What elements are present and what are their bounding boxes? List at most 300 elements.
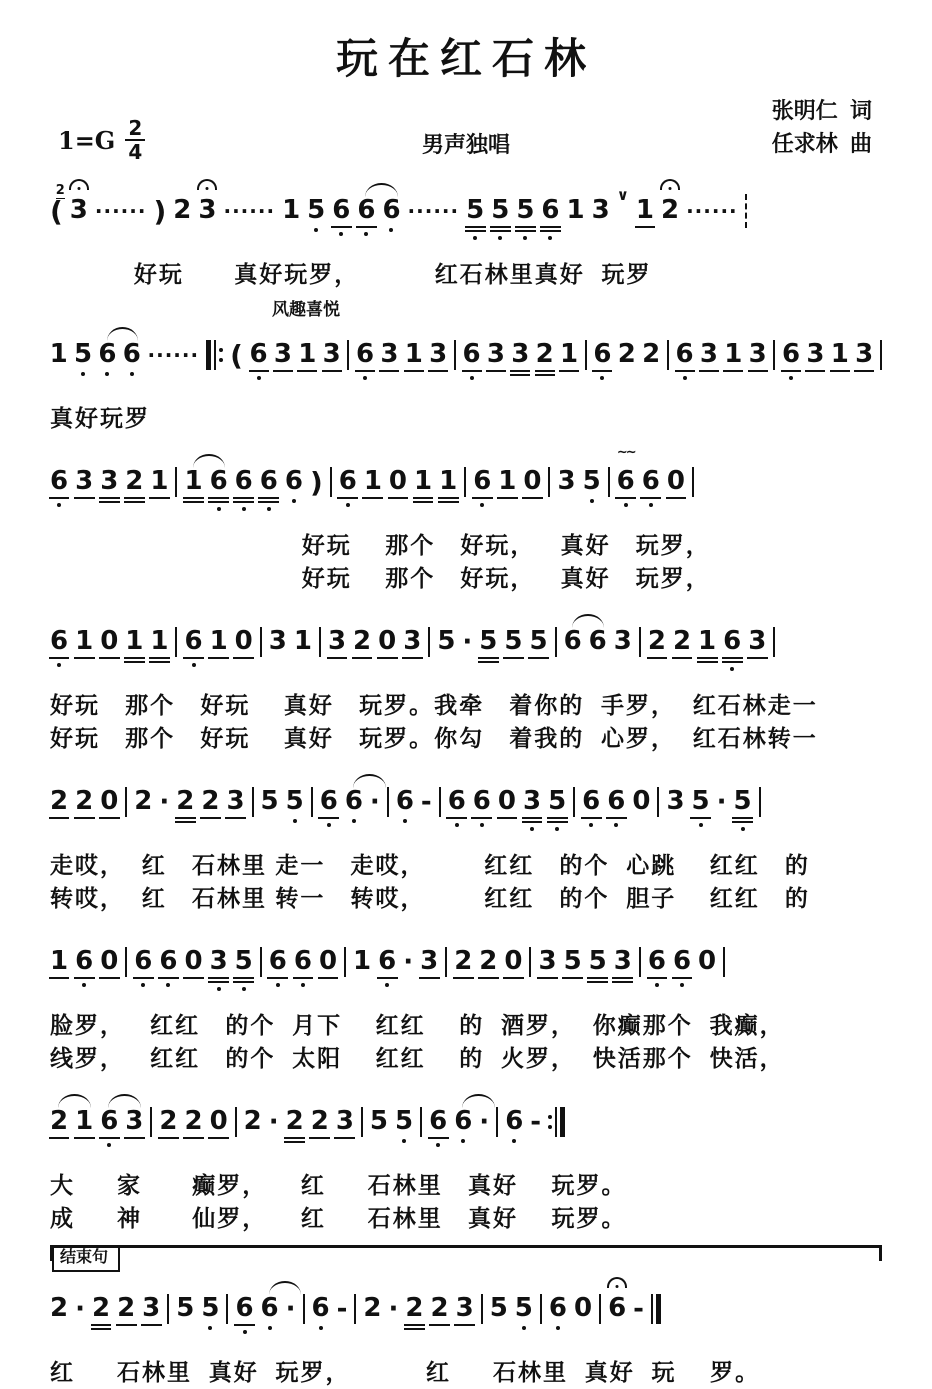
note-digit: 0	[234, 626, 253, 656]
octave-dots	[81, 370, 85, 376]
note-digit: 6	[675, 339, 694, 369]
beam-underlines	[293, 975, 314, 979]
note	[548, 787, 566, 831]
note-digit: 6	[582, 786, 601, 816]
beam-underlines	[377, 655, 398, 659]
note-digit: 2	[405, 1293, 424, 1323]
note-digit: 5	[234, 946, 253, 976]
beam-underlines	[830, 368, 850, 372]
augmentation-dot: ·	[285, 1294, 296, 1324]
beam-underlines	[318, 815, 339, 819]
octave-dots	[548, 234, 552, 240]
note	[274, 340, 291, 372]
note-digit: 6	[50, 466, 69, 496]
lyricist-credit: 张明仁 词	[771, 98, 872, 123]
barline	[723, 947, 725, 977]
note	[515, 1294, 533, 1330]
beam-underlines	[327, 655, 348, 659]
beam-underlines	[141, 1322, 162, 1326]
octave-dots	[339, 230, 343, 236]
octave-dots	[363, 374, 367, 380]
note-digit: 2	[75, 786, 94, 816]
tempo-marking: 风趣喜悦	[272, 300, 340, 319]
note-digit: 3	[380, 339, 399, 369]
continuation-dots: ······	[147, 343, 200, 367]
close-paren: )	[153, 194, 167, 228]
note-digit: 0	[100, 946, 119, 976]
open-paren: (	[50, 194, 63, 228]
beam-underlines	[99, 495, 120, 503]
beam-underlines	[581, 815, 602, 819]
note-digit: 3	[335, 1106, 354, 1136]
beam-underlines	[404, 1322, 425, 1330]
note-digit: 0	[100, 626, 119, 656]
beam-underlines	[49, 655, 70, 659]
note	[414, 467, 432, 503]
note-digit: 3	[69, 195, 88, 225]
beam-underlines	[99, 815, 120, 819]
note-digit: 2	[353, 626, 372, 656]
barline	[428, 627, 430, 657]
augmentation-dot: ·	[159, 787, 170, 817]
octave-dots	[319, 1324, 323, 1330]
beam-underlines	[540, 224, 561, 232]
beam-underlines	[331, 224, 352, 228]
beam-underlines	[535, 368, 555, 376]
note-digit: 3	[613, 626, 632, 656]
lyric-line: 线罗， 红红 的个 太阳 红红 的 火罗， 快活那个 快活，	[50, 1045, 785, 1071]
beam-underlines	[249, 368, 269, 372]
beam-underlines	[666, 495, 687, 499]
octave-dots	[352, 817, 356, 823]
beam-underlines	[722, 655, 743, 663]
beam-underlines	[413, 495, 434, 503]
note-digit: 3	[522, 786, 542, 816]
note	[589, 627, 607, 655]
note-digit: 5	[504, 626, 523, 656]
note-digit: 2	[117, 1293, 136, 1323]
note-digit: 6	[209, 466, 228, 496]
beam-underlines	[446, 815, 467, 819]
note	[294, 947, 312, 987]
note	[466, 196, 484, 240]
note	[698, 947, 716, 975]
note-digit: 6	[338, 466, 357, 496]
note-digit: 6	[319, 786, 338, 816]
note-digit: 5	[491, 195, 510, 225]
note	[782, 340, 799, 380]
note	[201, 1294, 219, 1330]
beam-underlines	[49, 1135, 70, 1139]
note-digit: 3	[209, 946, 228, 976]
note-digit: 2	[50, 1293, 69, 1323]
note-digit: 5	[588, 946, 607, 976]
note-digit: 5	[466, 195, 485, 225]
augmentation-dot: ·	[369, 787, 380, 817]
octave-dots	[301, 981, 305, 987]
barline	[464, 467, 466, 497]
note	[463, 340, 480, 380]
note-digit: 6	[454, 1106, 473, 1136]
note	[473, 467, 491, 507]
note	[378, 627, 396, 659]
note-digit: 3	[273, 339, 292, 369]
note-digit: 5	[733, 786, 752, 816]
beam-underlines	[528, 655, 549, 659]
note	[516, 196, 534, 240]
notation-system	[50, 1245, 882, 1389]
beam-underlines	[675, 368, 695, 372]
note	[405, 340, 422, 372]
note-digit: 5	[395, 1106, 414, 1136]
note-digit: 1	[635, 195, 654, 225]
octave-dots	[649, 501, 653, 507]
note-digit: 3	[420, 946, 439, 976]
note	[420, 947, 438, 979]
note	[345, 787, 363, 823]
octave-dots	[523, 234, 527, 240]
beam-underlines	[486, 368, 506, 372]
note	[574, 1294, 592, 1322]
note-digit: 3	[557, 466, 576, 496]
note-digit: 2	[430, 1293, 449, 1323]
note	[490, 1294, 508, 1322]
note-digit: 6	[672, 946, 692, 976]
note	[50, 947, 68, 979]
fermata-icon	[660, 179, 680, 190]
augmentation-dot: ·	[388, 1294, 399, 1324]
note	[439, 467, 457, 503]
octave-dots	[589, 821, 593, 827]
notation-line	[50, 174, 882, 258]
note-digit: 6	[723, 626, 742, 656]
continuation-dots: ······	[223, 199, 276, 223]
note	[125, 1107, 143, 1139]
song-header	[50, 92, 882, 170]
note	[673, 947, 691, 987]
song-title: 玩在红石林	[335, 34, 596, 83]
note	[356, 340, 373, 380]
note-digit: 6	[608, 1293, 627, 1323]
beam-underlines	[428, 368, 448, 372]
duration-dash: -	[530, 1107, 542, 1137]
note-digit: 0	[666, 466, 685, 496]
note	[99, 340, 116, 376]
octave-dots	[57, 661, 61, 667]
barline	[573, 787, 575, 817]
note-digit: 5	[307, 195, 326, 225]
note-digit: 1	[209, 626, 228, 656]
note-digit: 0	[318, 946, 338, 976]
note	[294, 627, 312, 655]
note	[150, 467, 168, 499]
octave-dots	[655, 981, 659, 987]
notation-system	[50, 765, 882, 915]
beam-underlines	[183, 975, 204, 979]
octave-dots	[217, 505, 221, 511]
note	[643, 340, 660, 368]
octave-dots	[699, 821, 703, 827]
note-digit: 6	[541, 195, 560, 225]
note-digit: 5	[582, 466, 601, 496]
octave-dots	[473, 234, 477, 240]
beam-underlines	[175, 815, 196, 823]
barline	[540, 1294, 542, 1324]
barline	[529, 947, 531, 977]
note-digit: 2	[363, 1293, 382, 1323]
beam-underlines	[562, 975, 583, 979]
beam-underlines	[149, 655, 170, 663]
note	[856, 340, 873, 372]
note	[636, 196, 654, 228]
note	[523, 787, 541, 831]
note	[244, 1107, 262, 1135]
note-digit: 1	[830, 339, 849, 369]
note-digit: 2	[479, 946, 498, 976]
note	[201, 787, 219, 819]
note	[226, 787, 244, 819]
note-digit: 6	[395, 786, 414, 816]
note	[282, 196, 300, 224]
beam-underlines	[453, 975, 474, 979]
octave-dots	[614, 821, 618, 827]
octave-dots	[292, 497, 296, 503]
beam-underlines	[805, 368, 825, 372]
beam-underlines	[49, 495, 70, 499]
beam-underlines	[337, 495, 358, 499]
barline	[361, 1107, 363, 1137]
beam-underlines	[472, 495, 493, 499]
note-digit: 6	[378, 946, 397, 976]
note-digit: 6	[311, 1293, 330, 1323]
beam-underlines	[419, 975, 440, 979]
beam-underlines	[592, 368, 612, 372]
note-digit: 6	[382, 195, 401, 225]
barline	[439, 787, 441, 817]
octave-dots	[141, 981, 145, 987]
note	[389, 467, 407, 499]
beam-underlines	[99, 1135, 120, 1139]
note	[75, 627, 93, 659]
note-digit: 1	[184, 466, 203, 496]
note	[382, 196, 400, 232]
note	[448, 787, 466, 827]
note-digit: 6	[50, 626, 69, 656]
note	[50, 1294, 68, 1322]
note	[692, 787, 710, 827]
octave-dots	[385, 981, 389, 987]
note	[159, 1107, 177, 1139]
note-digit: 1	[724, 339, 743, 369]
beam-underlines	[559, 368, 579, 372]
note-digit: 1	[363, 466, 382, 496]
beam-underlines	[124, 495, 145, 503]
note	[479, 627, 497, 663]
barline	[608, 467, 610, 497]
note-digit: 1	[414, 466, 433, 496]
barline	[692, 467, 694, 497]
lyric-line: 好玩 那个 好玩 真好 玩罗。我牵 着你的 手罗， 红石林走一	[50, 692, 818, 718]
barline	[445, 947, 447, 977]
note	[235, 627, 253, 659]
note-digit: 3	[855, 339, 874, 369]
notation-line	[50, 925, 882, 1009]
note	[210, 947, 228, 991]
barline	[260, 947, 262, 977]
note	[134, 787, 152, 815]
beam-underlines	[74, 975, 95, 979]
note	[336, 1107, 354, 1139]
fermata-icon	[69, 179, 89, 190]
note	[431, 1294, 449, 1326]
beam-underlines	[49, 815, 70, 819]
beam-underlines	[672, 975, 693, 979]
octave-dots	[242, 985, 246, 991]
note-digit: 1	[498, 466, 517, 496]
beam-underlines	[318, 975, 339, 979]
octave-dots	[436, 1141, 440, 1147]
barline	[420, 1107, 422, 1137]
note	[807, 340, 824, 372]
augmentation-dot: ·	[403, 947, 414, 977]
beam-underlines	[699, 368, 719, 372]
note	[437, 627, 455, 655]
octave-dots	[327, 821, 331, 827]
beam-underlines	[748, 368, 768, 372]
note-digit: 6	[429, 1106, 448, 1136]
note	[734, 787, 752, 831]
octave-dots	[556, 1324, 560, 1330]
barline	[303, 1294, 305, 1324]
note	[50, 1107, 68, 1139]
note-digit: 6	[234, 466, 253, 496]
barline	[481, 1294, 483, 1324]
note-digit: 3	[226, 786, 245, 816]
credits	[772, 94, 872, 160]
beam-underlines	[515, 224, 536, 232]
note-digit: 1	[293, 626, 312, 656]
continuation-dots: ······	[94, 199, 147, 223]
note	[831, 340, 848, 372]
barline	[167, 1294, 169, 1324]
note-digit: 3	[75, 466, 94, 496]
beam-underlines	[74, 495, 95, 499]
note-digit: 0	[573, 1293, 593, 1323]
beam-underlines	[547, 815, 568, 823]
octave-dots	[208, 1324, 212, 1330]
notation-system	[50, 445, 882, 595]
note	[541, 196, 559, 240]
note-digit: 6	[588, 626, 607, 656]
notation-system	[50, 605, 882, 755]
octave-dots	[257, 374, 261, 380]
ending-phrase-label: 结束句	[52, 1248, 120, 1272]
octave-dots	[346, 501, 350, 507]
beam-underlines	[747, 655, 768, 659]
note	[353, 627, 371, 659]
beam-underlines	[49, 975, 70, 979]
note	[50, 627, 68, 667]
note	[564, 947, 582, 979]
octave-dots	[683, 374, 687, 380]
beam-underlines	[116, 1322, 137, 1326]
note-digit: 1	[439, 466, 458, 496]
note	[454, 1107, 472, 1143]
duration-dash: -	[420, 787, 432, 817]
beam-underlines	[233, 655, 254, 659]
note-digit: 0	[388, 466, 408, 496]
barline	[347, 340, 349, 370]
note-digit: 6	[616, 466, 635, 496]
note	[723, 627, 741, 671]
note	[549, 1294, 567, 1330]
beam-underlines	[478, 975, 499, 979]
note	[134, 947, 152, 987]
beam-underlines	[503, 655, 524, 659]
augmentation-dot: ·	[462, 627, 473, 657]
octave-dots	[624, 501, 628, 507]
note	[125, 467, 143, 503]
note-digit: 6	[472, 786, 491, 816]
lyric-line: 走哎， 红 石林里 走一 走哎， 红红 的个 心跳 红红 的	[50, 852, 810, 878]
barline	[773, 340, 775, 370]
note-digit: 3	[806, 339, 825, 369]
note	[529, 627, 547, 659]
octave-dots	[498, 234, 502, 240]
note	[498, 467, 516, 499]
note-digit: 6	[332, 195, 351, 225]
note	[269, 627, 287, 655]
beam-underlines	[510, 368, 530, 376]
note	[614, 627, 632, 655]
note	[405, 1294, 423, 1330]
octave-dots	[107, 1141, 111, 1147]
octave-dots	[789, 374, 793, 380]
beam-underlines	[309, 1135, 330, 1139]
octave-dots	[57, 501, 61, 507]
note-digit: 2	[159, 1106, 178, 1136]
barline	[599, 1294, 601, 1324]
note	[616, 445, 635, 507]
barline	[555, 627, 557, 657]
note	[75, 467, 93, 499]
note	[479, 947, 497, 979]
octave-dots	[105, 370, 109, 376]
beam-underlines	[428, 1135, 449, 1139]
lyric-line: 脸罗， 红红 的个 月下 红红 的 酒罗， 你癫那个 我癫，	[50, 1012, 785, 1038]
note-digit: 2	[535, 339, 554, 369]
beam-underlines	[200, 815, 221, 819]
octave-dots	[130, 370, 134, 376]
beam-underlines	[404, 368, 424, 372]
note	[198, 196, 216, 224]
note-digit: 1	[353, 946, 372, 976]
barline	[175, 627, 177, 657]
lyric-line: 转哎， 红 石林里 转一 转哎， 红红 的个 胆子 红红 的	[50, 885, 810, 911]
beam-underlines	[74, 655, 95, 659]
notation-system	[50, 301, 882, 435]
note-digit: 6	[356, 339, 375, 369]
barline	[496, 1107, 498, 1137]
score	[50, 174, 882, 1389]
beam-underlines	[183, 655, 204, 659]
note	[567, 196, 585, 224]
note-digit: 3	[125, 1106, 144, 1136]
note-digit: 0	[504, 946, 523, 976]
note-digit: 5	[260, 786, 279, 816]
note	[150, 627, 168, 663]
note-digit: 2	[125, 466, 144, 496]
